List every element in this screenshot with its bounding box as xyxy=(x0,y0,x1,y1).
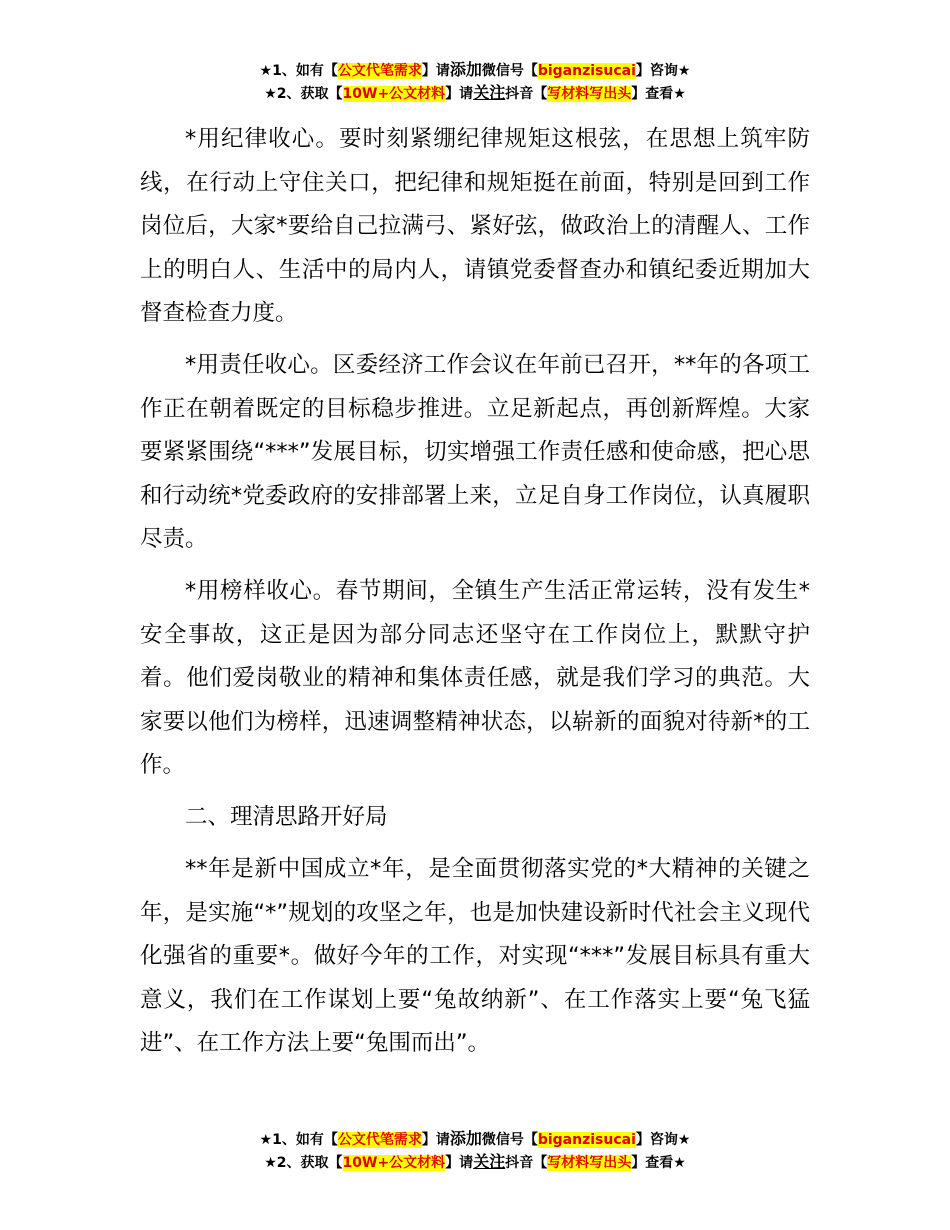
banner-text: 抖音【 xyxy=(505,86,548,102)
banner-text: 】咨询★ xyxy=(635,63,691,79)
paragraph-year-plan xyxy=(140,848,810,1066)
banner-text: 】查看★ xyxy=(631,86,686,102)
highlight-wechat-id: biganzisucai xyxy=(537,63,636,79)
highlight-douyin-id: 写材料写出头 xyxy=(547,1155,632,1171)
paragraph-text: **年是新中国成立*年，是全面贯彻落实党的*大精神的关键之年，是实施“*”规划的攻坚之年，也是加快建设新时代社 xyxy=(140,856,810,926)
banner-text: 微信号【 xyxy=(481,63,538,79)
banner-emphasis: 添加 xyxy=(449,60,482,79)
banner-text: 微信号【 xyxy=(481,1132,538,1148)
highlight-materials: 10W+公文材料 xyxy=(342,86,446,102)
highlight-douyin-id: 写材料写出头 xyxy=(547,86,632,102)
section-heading: 二、理清思路开好局 xyxy=(185,804,388,830)
header-banner xyxy=(0,59,950,105)
banner-emphasis: 关注 xyxy=(473,1152,506,1171)
footer-banner xyxy=(0,1128,950,1174)
paragraph-text: 会主义现代化强省的重要*。做好今年的工作，对实 xyxy=(140,899,810,969)
banner-text: 】请 xyxy=(445,1155,474,1171)
banner-line-1 xyxy=(0,59,950,82)
banner-text: 】查看★ xyxy=(631,1155,686,1171)
document-body xyxy=(140,118,810,1074)
highlight-materials: 10W+公文材料 xyxy=(342,1155,446,1171)
paragraph-role-model: *用榜样收心。春节期间，全镇生产生活正常运转，没有发生*安全事故，这正是因为部分同志还坚守在工作岗位上，默默守护着。他们爱岗敬业的精神和集体责任感，就是我们学习的典范。大家要以他们为榜样，迅速调整精神状态，以崭新的面貌对待新*的工作。 xyxy=(140,578,810,778)
banner-text: ★1、如有【 xyxy=(259,63,338,79)
banner-text: 】请 xyxy=(445,86,474,102)
banner-text: 】请 xyxy=(421,1132,450,1148)
highlight-service: 公文代笔需求 xyxy=(337,63,422,79)
banner-text: ★1、如有【 xyxy=(259,1132,338,1148)
banner-line-2 xyxy=(0,82,950,105)
banner-text: 】请 xyxy=(421,63,450,79)
paragraph-responsibility: *用责任收心。区委经济工作会议在年前已召开，**年的各项工作正在朝着既定的目标稳步推进。立足新起点，再创新辉煌。大家要紧紧围绕“***”发展目标，切实增强工作责任感和使命感，把心思和行动统*党委政府的安排部署上来，立足自身工作岗位，认真履职尽责。 xyxy=(140,352,810,552)
highlight-wechat-id: biganzisucai xyxy=(537,1132,636,1148)
paragraph-text: 现“***”发展目标具有重大意义，我们在工作谋划上要“兔故纳新”、在工作落实上要“兔飞猛进”、在工作方法上要“兔围而出”。 xyxy=(140,943,810,1056)
banner-text: 抖音【 xyxy=(505,1155,548,1171)
banner-text: 】咨询★ xyxy=(635,1132,691,1148)
banner-text: ★2、获取【 xyxy=(264,86,343,102)
highlight-service: 公文代笔需求 xyxy=(337,1132,422,1148)
banner-emphasis: 关注 xyxy=(473,83,506,102)
banner-line-2 xyxy=(0,1151,950,1174)
banner-text: ★2、获取【 xyxy=(264,1155,343,1171)
paragraph-discipline: *用纪律收心。要时刻紧绷纪律规矩这根弦，在思想上筑牢防线，在行动上守住关口，把纪律和规矩挺在前面，特别是回到工作岗位后，大家*要给自己拉满弓、紧好弦，做政治上的清醒人、工作上的明白人、生活中的局内人，请镇党委督查办和镇纪委近期加大督查检查力度。 xyxy=(140,126,810,326)
banner-line-1 xyxy=(0,1128,950,1151)
banner-emphasis: 添加 xyxy=(449,1129,482,1148)
